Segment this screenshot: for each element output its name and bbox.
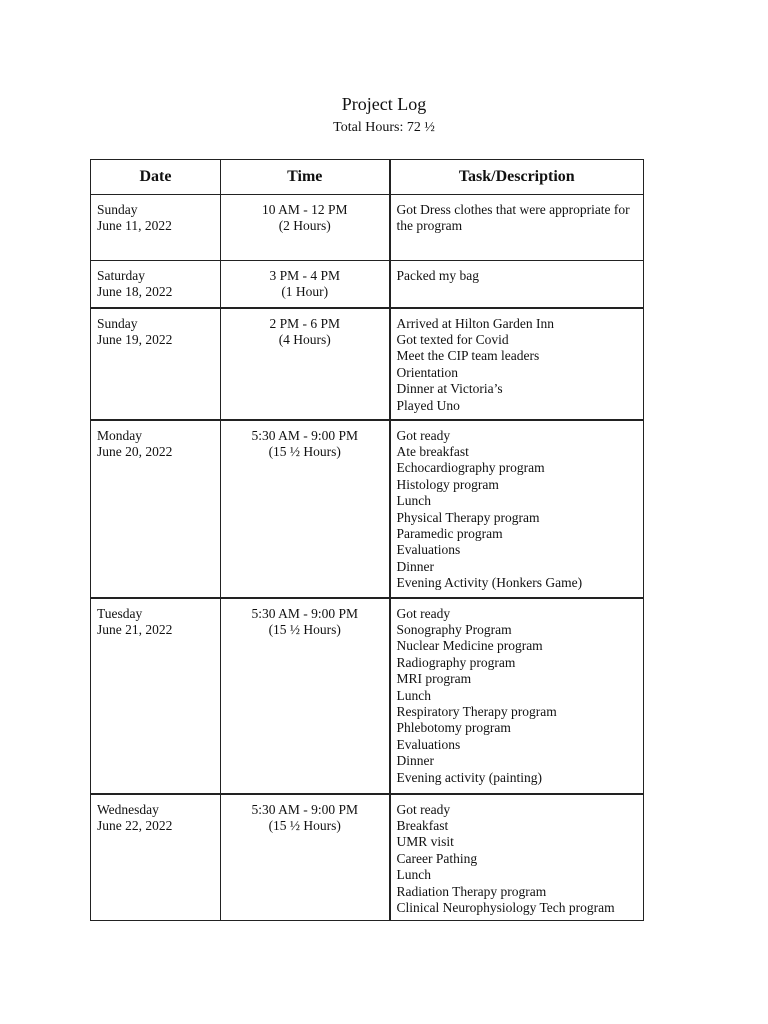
- time-cell: [221, 261, 390, 308]
- task-item: Breakfast: [396, 817, 449, 833]
- task-item: Got ready: [396, 605, 451, 621]
- date-cell: [91, 420, 221, 598]
- time-cell: [221, 195, 390, 261]
- table-row: [91, 195, 644, 261]
- task-item: Physical Therapy program: [396, 509, 540, 525]
- task-item: MRI program: [396, 671, 472, 687]
- day-label: Monday: [97, 427, 142, 443]
- task-item: Played Uno: [396, 397, 460, 413]
- table-row: [91, 420, 644, 598]
- time-cell: [221, 598, 390, 794]
- total-hours: Total Hours: 72 ½: [333, 120, 435, 135]
- time-range: 5:30 AM - 9:00 PM: [251, 801, 359, 817]
- task-item: Got Dress clothes that were appropriate for the program: [396, 202, 630, 234]
- task-cell: [390, 598, 644, 794]
- task-item: Phlebotomy program: [396, 720, 511, 736]
- date-label: June 11, 2022: [97, 218, 172, 234]
- time-range: 2 PM - 6 PM: [269, 315, 341, 331]
- task-item: Radiation Therapy program: [396, 883, 547, 899]
- table-header-row: [91, 160, 644, 195]
- date-label: June 19, 2022: [97, 331, 173, 347]
- time-range: 3 PM - 4 PM: [269, 268, 341, 283]
- task-item: Got ready: [396, 801, 451, 817]
- task-item: Lunch: [396, 687, 431, 703]
- task-item: Got texted for Covid: [396, 331, 509, 347]
- task-item: Echocardiography program: [396, 460, 545, 476]
- task-cell: [390, 420, 644, 598]
- date-cell: [91, 598, 221, 794]
- table-body: [91, 195, 644, 921]
- duration-label: (15 ½ Hours): [268, 817, 341, 833]
- date-label: June 18, 2022: [97, 284, 173, 300]
- table-row: [91, 261, 644, 308]
- task-item: Evening Activity (Honkers Game): [396, 575, 583, 591]
- duration-label: (2 Hours): [278, 218, 331, 234]
- column-header-task: Task/Description: [390, 160, 644, 195]
- task-cell: [390, 261, 644, 308]
- task-item: Packed my bag: [396, 268, 479, 283]
- task-item: Dinner: [396, 753, 434, 769]
- task-item: Dinner at Victoria’s: [396, 381, 503, 397]
- day-label: Tuesday: [97, 605, 143, 621]
- task-item: Lunch: [396, 867, 431, 883]
- duration-label: (15 ½ Hours): [268, 443, 341, 459]
- date-cell: [91, 794, 221, 921]
- day-label: Wednesday: [97, 801, 159, 817]
- day-label: Sunday: [97, 202, 138, 217]
- date-cell: [91, 261, 221, 308]
- task-item: Nuclear Medicine program: [396, 638, 543, 654]
- table-row: [91, 794, 644, 921]
- task-item: Career Pathing: [396, 850, 478, 866]
- task-item: Got ready: [396, 427, 451, 443]
- task-item: Ate breakfast: [396, 443, 469, 459]
- page-title: Project Log: [341, 94, 427, 114]
- task-item: Dinner: [396, 558, 434, 574]
- task-item: Arrived at Hilton Garden Inn: [396, 315, 554, 331]
- project-log-table: [90, 159, 644, 921]
- task-item: Radiography program: [396, 654, 516, 670]
- duration-label: (4 Hours): [278, 331, 331, 347]
- task-item: Orientation: [396, 364, 458, 380]
- task-item: Lunch: [396, 493, 431, 509]
- date-label: June 22, 2022: [97, 817, 173, 833]
- column-header-time: Time: [221, 160, 390, 195]
- task-item: Evaluations: [396, 736, 461, 752]
- table-row: [91, 598, 644, 794]
- date-label: June 21, 2022: [97, 621, 173, 637]
- date-cell: [91, 308, 221, 420]
- task-item: Meet the CIP team leaders: [396, 348, 540, 364]
- date-cell: [91, 195, 221, 261]
- date-label: June 20, 2022: [97, 443, 173, 459]
- task-item: UMR visit: [396, 834, 454, 850]
- time-range: 5:30 AM - 9:00 PM: [251, 605, 359, 621]
- duration-label: (1 Hour): [281, 284, 329, 300]
- time-cell: [221, 794, 390, 921]
- task-item: Evaluations: [396, 542, 461, 558]
- day-label: Saturday: [97, 268, 145, 283]
- time-range: 10 AM - 12 PM: [261, 202, 348, 217]
- time-cell: [221, 420, 390, 598]
- task-cell: [390, 308, 644, 420]
- time-cell: [221, 308, 390, 420]
- day-label: Sunday: [97, 315, 138, 331]
- task-item: Evening activity (painting): [396, 769, 542, 785]
- task-item: Histology program: [396, 476, 499, 492]
- duration-label: (15 ½ Hours): [268, 621, 341, 637]
- task-cell: [390, 794, 644, 921]
- task-item: Paramedic program: [396, 525, 503, 541]
- task-item: Sonography Program: [396, 621, 512, 637]
- time-range: 5:30 AM - 9:00 PM: [251, 427, 359, 443]
- table-row: [91, 308, 644, 420]
- task-cell: [390, 195, 644, 261]
- task-item: Respiratory Therapy program: [396, 703, 557, 719]
- column-header-date: Date: [91, 160, 221, 195]
- task-item: Clinical Neurophysiology Tech program: [396, 899, 615, 915]
